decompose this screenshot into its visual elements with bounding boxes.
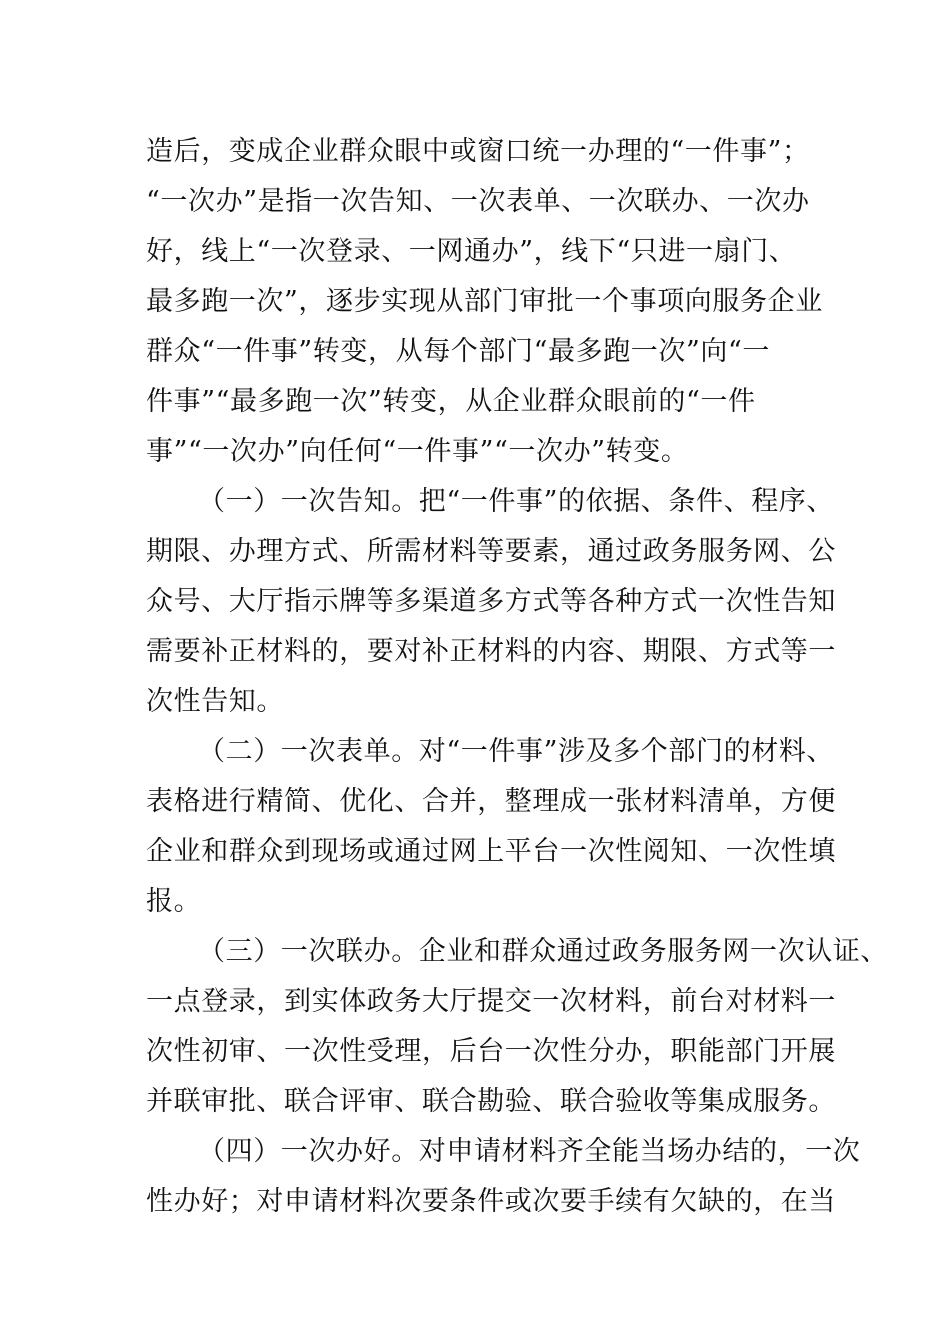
text-line: 并联审批、联合评审、联合勘验、联合验收等集成服务。 (146, 1086, 836, 1117)
text-line: 最多跑一次”，逐步实现从部门审批一个事项向服务企业 (146, 286, 823, 317)
text-line: 次性告知。 (146, 686, 284, 717)
text-line: 性办好；对申请材料次要条件或次要手续有欠缺的，在当 (146, 1186, 836, 1217)
text-line: 众号、大厅指示牌等多渠道多方式等各种方式一次性告知 (146, 586, 836, 617)
section-1-heading-line: （一）一次告知。把“一件事”的依据、条件、程序、 (198, 486, 835, 517)
text-line: 期限、办理方式、所需材料等要素，通过政务服务网、公 (146, 536, 836, 567)
text-line: 事”“一次办”向任何“一件事”“一次办”转变。 (146, 436, 689, 467)
section-2-heading-line: （二）一次表单。对“一件事”涉及多个部门的材料、 (198, 736, 835, 767)
body-text (146, 127, 888, 1227)
text-line: 群众“一件事”转变，从每个部门“最多跑一次”向“一 (146, 336, 771, 367)
text-line: 表格进行精简、优化、合并，整理成一张材料清单，方便 (146, 786, 836, 817)
text-line: 次性初审、一次性受理，后台一次性分办，职能部门开展 (146, 1036, 836, 1067)
section-3-heading-line: （三）一次联办。企业和群众通过政务服务网一次认证、 (198, 936, 888, 967)
text-line: “一次办”是指一次告知、一次表单、一次联办、一次办 (146, 186, 810, 217)
text-line: 企业和群众到现场或通过网上平台一次性阅知、一次性填 (146, 836, 836, 867)
text-line: 一点登录，到实体政务大厅提交一次材料，前台对材料一 (146, 986, 836, 1017)
section-4-heading-line: （四）一次办好。对申请材料齐全能当场办结的，一次 (198, 1136, 861, 1167)
text-line: 需要补正材料的，要对补正材料的内容、期限、方式等一 (146, 636, 836, 667)
text-line: 好，线上“一次登录、一网通办”，线下“只进一扇门、 (146, 236, 797, 267)
text-line: 造后，变成企业群众眼中或窗口统一办理的“一件事”； (146, 136, 810, 167)
text-line: 件事”“最多跑一次”转变，从企业群众眼前的“一件 (146, 386, 756, 417)
text-line: 报。 (146, 886, 202, 917)
